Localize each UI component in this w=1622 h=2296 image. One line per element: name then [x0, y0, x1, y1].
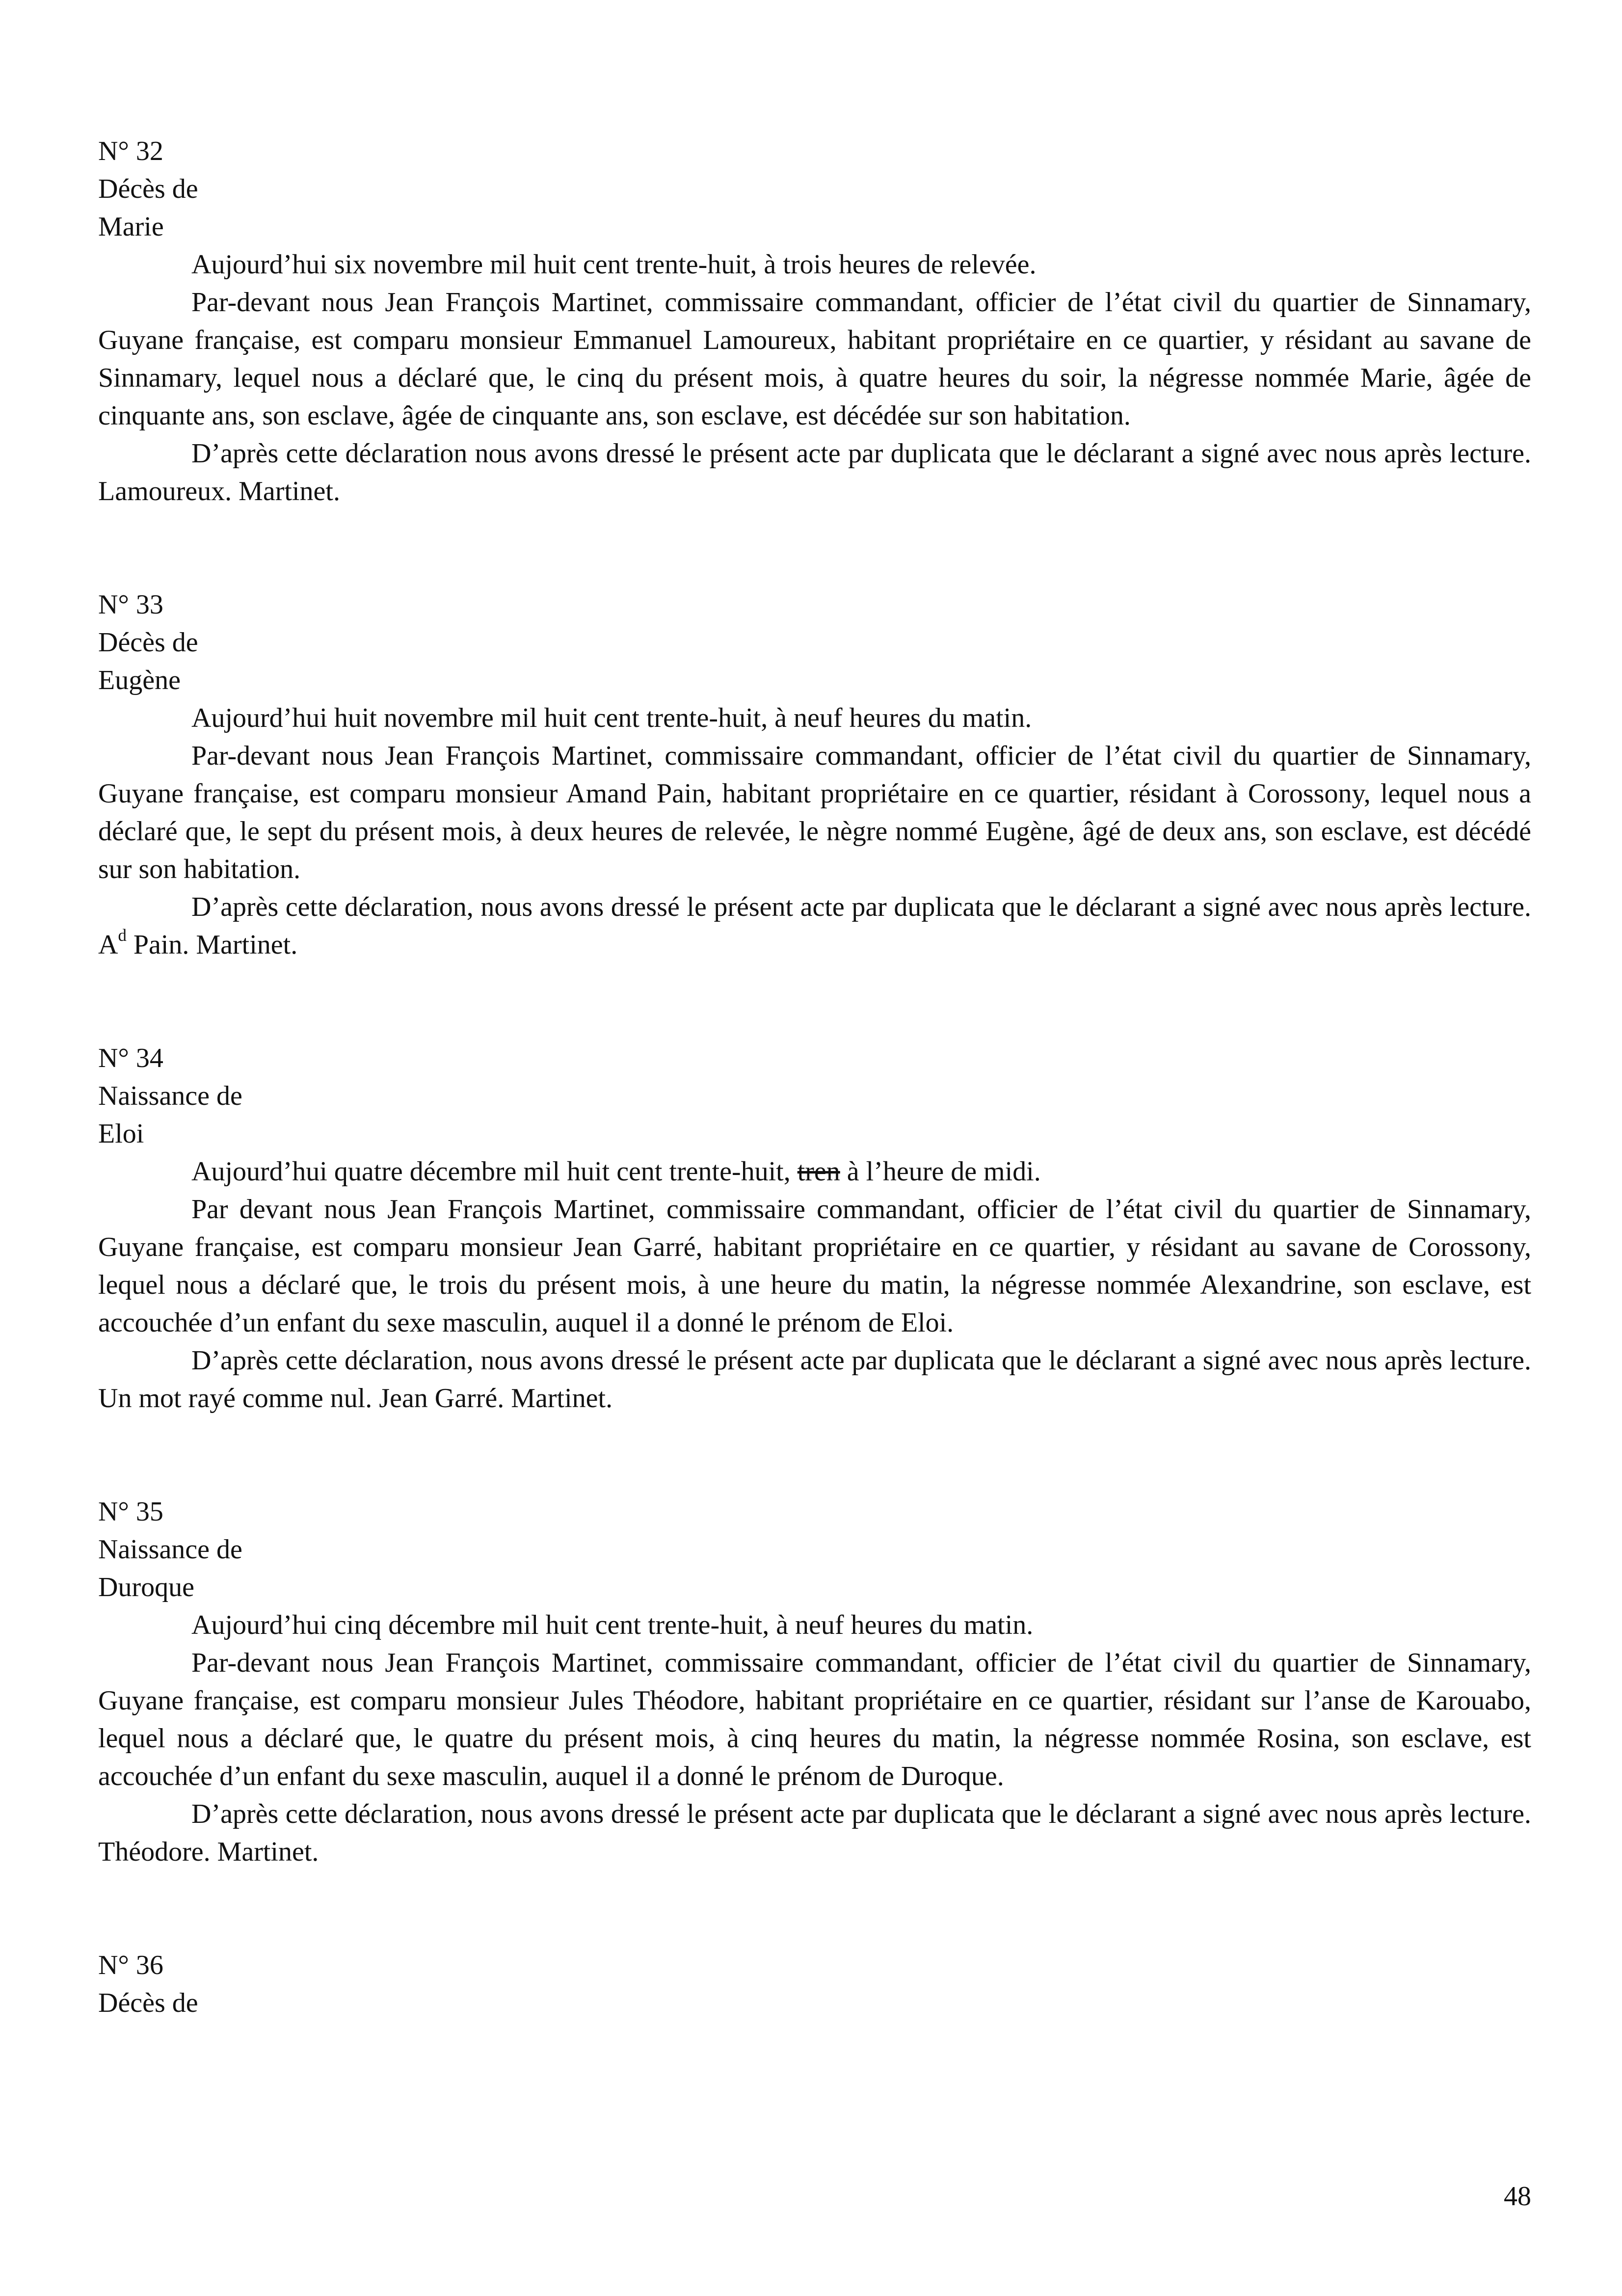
entry-34: [98, 1040, 1531, 1417]
entry-number: N° 36: [98, 1950, 163, 1980]
entry-declaration-paragraph: Par-devant nous Jean François Martinet, commissaire commandant, officier de l’état civil du quartier de Sinnamary, Guyane française, est comparu monsieur Jules Théodore, habitant propriétaire en ce quartier, résidant sur l’anse de Karouabo, lequel nous a déclaré que, le quatre du présent mois, à cinq heures du matin, la négresse nommée Rosina, son esclave, est accouchée d’un enfant du sexe masculin, auquel il a donné le prénom de Duroque.: [98, 1648, 1531, 1791]
entry-name: Eugène: [98, 665, 181, 695]
closing-text-end: Pain. Martinet.: [126, 930, 298, 960]
entry-declaration-paragraph: Par-devant nous Jean François Martinet, commissaire commandant, officier de l’état civil du quartier de Sinnamary, Guyane française, est comparu monsieur Emmanuel Lamoureux, habitant propriétaire en ce quartier, y résidant au savane de Sinnamary, lequel nous a déclaré que, le cinq du présent mois, à quatre heures du soir, la négresse nommée Marie, âgée de cinquante ans, son esclave, âgée de cinquante ans, son esclave, est décédée sur son habitation.: [98, 287, 1531, 431]
entry-number: N° 32: [98, 136, 163, 166]
entry-closing-paragraph: [98, 888, 1531, 964]
entry-33: [98, 586, 1531, 964]
entry-declaration-paragraph: Par-devant nous Jean François Martinet, commissaire commandant, officier de l’état civil du quartier de Sinnamary, Guyane française, est comparu monsieur Amand Pain, habitant propriétaire en ce quartier, résidant à Corossony, lequel nous a déclaré que, le sept du présent mois, à deux heures de relevée, le nègre nommé Eugène, âgé de deux ans, son esclave, est décédé sur son habitation.: [98, 741, 1531, 884]
entry-type: Décès de: [98, 627, 198, 658]
date-text-end: à l’heure de midi.: [840, 1156, 1041, 1187]
entry-date-paragraph: Aujourd’hui cinq décembre mil huit cent trente-huit, à neuf heures du matin.: [191, 1610, 1034, 1640]
entry-date-paragraph: Aujourd’hui huit novembre mil huit cent trente-huit, à neuf heures du matin.: [191, 703, 1032, 733]
entry-type: Naissance de: [98, 1534, 242, 1565]
page-number: 48: [1504, 2181, 1531, 2212]
entry-type: Décès de: [98, 174, 198, 204]
date-text: Aujourd’hui quatre décembre mil huit cent trente-huit,: [191, 1156, 798, 1187]
entry-type: Décès de: [98, 1988, 198, 2018]
superscript-abbreviation: d: [118, 925, 127, 945]
entry-date-paragraph: Aujourd’hui six novembre mil huit cent trente-huit, à trois heures de relevée.: [191, 249, 1037, 280]
entry-name: Marie: [98, 212, 164, 242]
entry-name: Duroque: [98, 1572, 194, 1602]
closing-text: D’après cette déclaration, nous avons dressé le présent acte par duplicata que le déclarant a signé avec nous après lecture. A: [98, 892, 1531, 960]
entry-type: Naissance de: [98, 1081, 242, 1111]
entry-number: N° 34: [98, 1043, 163, 1073]
struck-word: tren: [797, 1156, 840, 1187]
entry-36: [98, 1947, 1531, 2022]
entry-date-paragraph: [98, 1153, 1531, 1191]
document-page: [98, 133, 1531, 2022]
entry-closing-paragraph: D’après cette déclaration nous avons dressé le présent acte par duplicata que le déclarant a signé avec nous après lecture. Lamoureux. Martinet.: [98, 438, 1531, 507]
entry-name: Eloi: [98, 1119, 144, 1149]
entry-number: N° 35: [98, 1496, 163, 1527]
entry-closing-paragraph: D’après cette déclaration, nous avons dressé le présent acte par duplicata que le déclarant a signé avec nous après lecture. Un mot rayé comme nul. Jean Garré. Martinet.: [98, 1345, 1531, 1414]
entry-closing-paragraph: D’après cette déclaration, nous avons dressé le présent acte par duplicata que le déclarant a signé avec nous après lecture. Théodore. Martinet.: [98, 1799, 1531, 1867]
entry-number: N° 33: [98, 589, 163, 620]
entry-declaration-paragraph: Par devant nous Jean François Martinet, commissaire commandant, officier de l’état civil du quartier de Sinnamary, Guyane française, est comparu monsieur Jean Garré, habitant propriétaire en ce quartier, y résidant au savane de Corossony, lequel nous a déclaré que, le trois du présent mois, à une heure du matin, la négresse nommée Alexandrine, son esclave, est accouchée d’un enfant du sexe masculin, auquel il a donné le prénom de Eloi.: [98, 1194, 1531, 1338]
entry-35: [98, 1493, 1531, 1871]
entry-32: [98, 133, 1531, 510]
